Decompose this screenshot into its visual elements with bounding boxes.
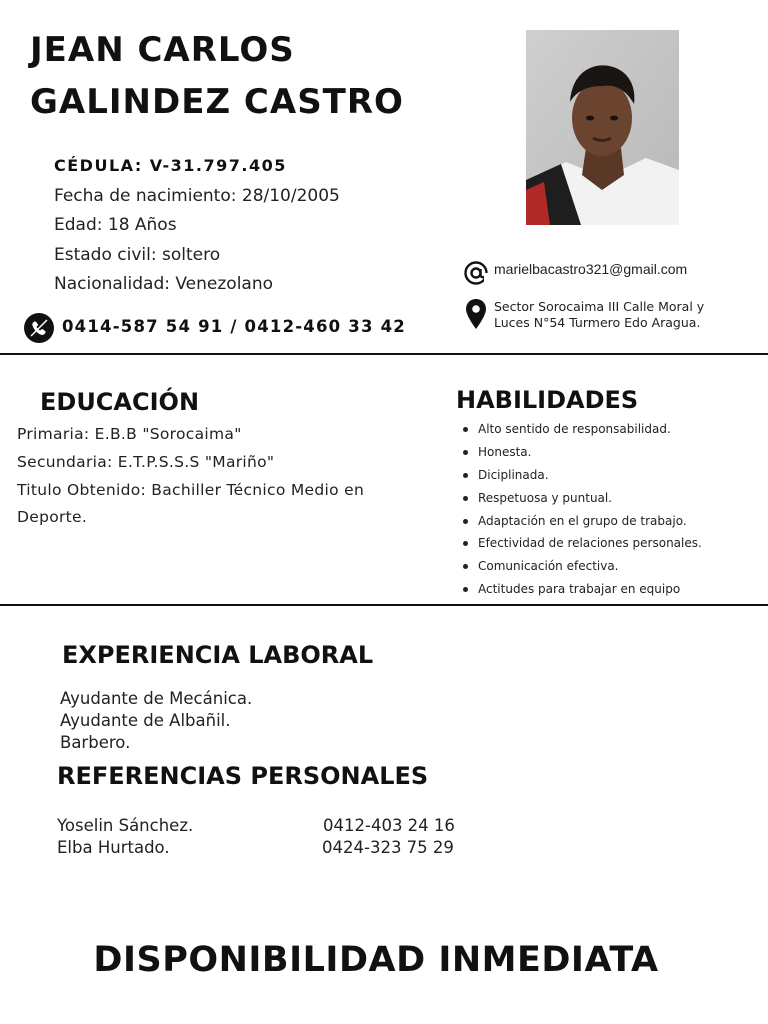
birth-date: Fecha de nacimiento: 28/10/2005 bbox=[54, 186, 340, 206]
email[interactable]: marielbacastro321@gmail.com bbox=[494, 261, 688, 277]
skill-item: Respetuosa y puntual. bbox=[456, 487, 702, 510]
nationality: Nacionalidad: Venezolano bbox=[54, 274, 274, 294]
experience-title: EXPERIENCIA LABORAL bbox=[62, 641, 374, 669]
education-primary: Primaria: E.B.B "Sorocaima" bbox=[17, 425, 242, 443]
address-line-2: Luces N°54 Turmero Edo Aragua. bbox=[494, 314, 701, 330]
education-degree-line-2: Deporte. bbox=[17, 508, 88, 526]
skill-item: Actitudes para trabajar en equipo bbox=[456, 578, 702, 601]
divider bbox=[0, 604, 768, 606]
experience-item: Barbero. bbox=[60, 733, 131, 752]
reference-name: Yoselin Sánchez. bbox=[57, 816, 194, 835]
skill-item: Honesta. bbox=[456, 441, 702, 464]
education-degree-line-1: Titulo Obtenido: Bachiller Técnico Medio en bbox=[17, 481, 365, 499]
marital-status: Estado civil: soltero bbox=[54, 245, 221, 265]
age: Edad: 18 Años bbox=[54, 215, 177, 235]
reference-phone: 0412-403 24 16 bbox=[323, 816, 455, 835]
name-line-1: JEAN CARLOS bbox=[30, 30, 295, 70]
reference-phone: 0424-323 75 29 bbox=[322, 838, 454, 857]
education-title: EDUCACIÓN bbox=[40, 388, 200, 416]
experience-item: Ayudante de Albañil. bbox=[60, 711, 231, 730]
address-line-1: Sector Sorocaima III Calle Moral y bbox=[494, 299, 705, 314]
reference-name: Elba Hurtado. bbox=[57, 838, 170, 857]
availability-banner: DISPONIBILIDAD INMEDIATA bbox=[93, 940, 659, 980]
phone-numbers: 0414-587 54 91 / 0412-460 33 42 bbox=[62, 317, 406, 336]
references-title: REFERENCIAS PERSONALES bbox=[57, 762, 429, 790]
location-pin-icon bbox=[465, 298, 487, 330]
phone-icon bbox=[24, 313, 54, 343]
education-secondary: Secundaria: E.T.P.S.S.S "Mariño" bbox=[17, 453, 275, 471]
skills-list bbox=[456, 418, 702, 601]
skill-item: Diciplinada. bbox=[456, 464, 702, 487]
skills-title: HABILIDADES bbox=[456, 386, 639, 414]
name-line-2: GALINDEZ CASTRO bbox=[30, 82, 404, 122]
profile-photo bbox=[526, 30, 679, 225]
skill-item: Efectividad de relaciones personales. bbox=[456, 532, 702, 555]
skill-item: Alto sentido de responsabilidad. bbox=[456, 418, 702, 441]
cedula: CÉDULA: V-31.797.405 bbox=[54, 156, 287, 175]
address bbox=[494, 299, 704, 330]
experience-item: Ayudante de Mecánica. bbox=[60, 689, 253, 708]
skill-item: Adaptación en el grupo de trabajo. bbox=[456, 510, 702, 533]
skill-item: Comunicación efectiva. bbox=[456, 555, 702, 578]
at-sign-icon bbox=[462, 259, 490, 287]
divider bbox=[0, 353, 768, 355]
